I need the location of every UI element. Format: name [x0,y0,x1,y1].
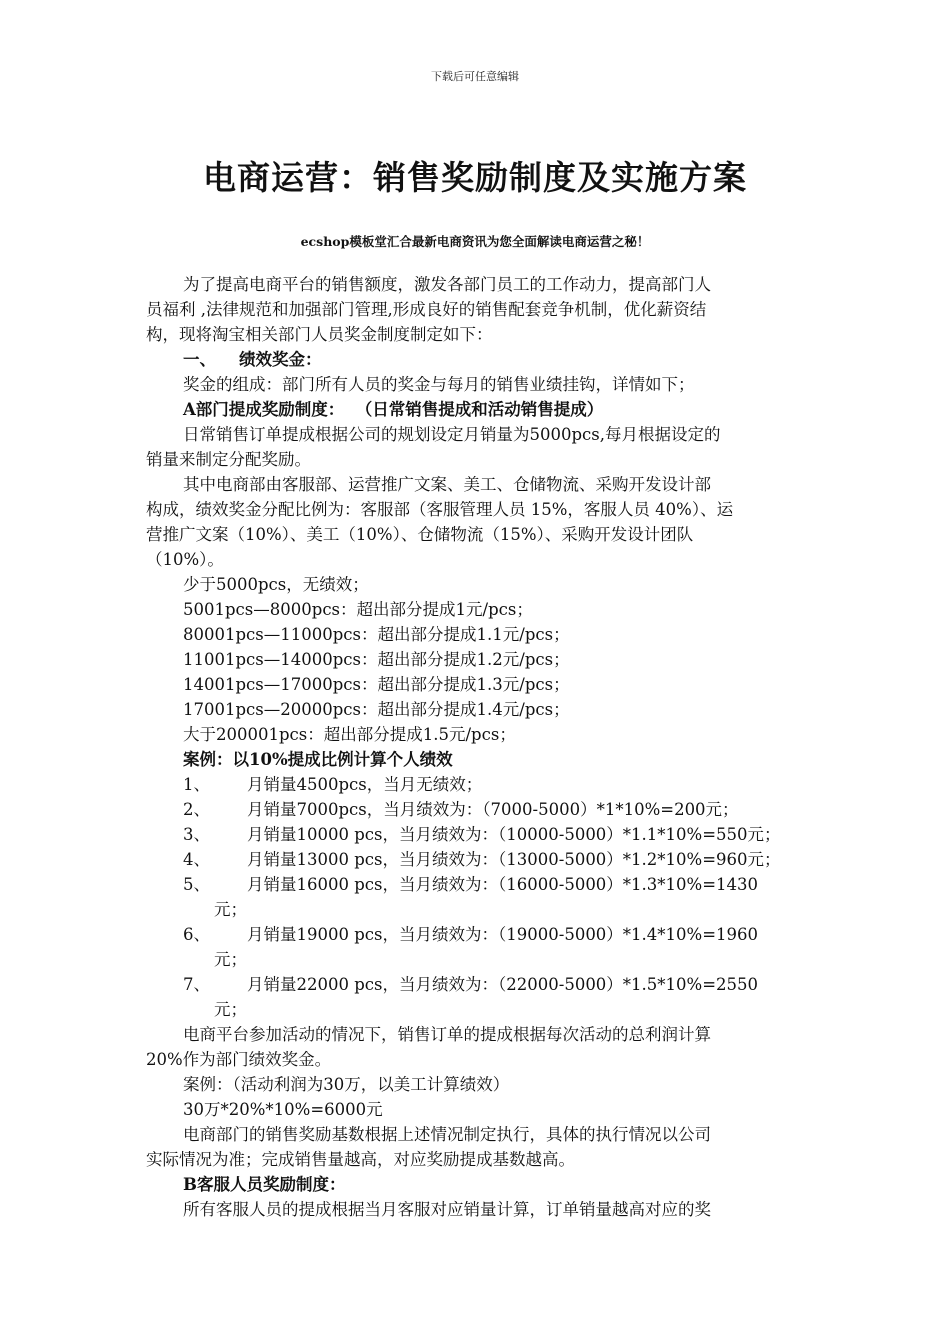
composition-line: 奖金的组成：部门所有人员的奖金与每月的销售业绩挂钩，详情如下； [183,375,695,394]
case-number: 2、 [183,800,210,819]
part-a-paragraph-line: 营推广文案（10%）、美工（10%）、仓储物流（15%）、采购开发设计团队 [146,525,694,544]
case-continuation: 元； [214,950,247,969]
activity-line: 20%作为部门绩效奖金。 [146,1050,332,1069]
tier-line: 大于200001pcs：超出部分提成1.5元/pcs； [183,725,516,744]
activity-line: 电商平台参加活动的情况下，销售订单的提成根据每次活动的总利润计算 [183,1025,711,1044]
case-item [146,972,808,997]
case-number: 1、 [183,775,210,794]
case-item [146,822,808,847]
case-text: 月销量13000 pcs，当月绩效为：（13000-5000）*1.2*10%=960元； [247,850,781,869]
case2-label: 案例：（活动利润为30万，以美工计算绩效） [183,1075,510,1094]
case-number: 5、 [183,875,210,894]
part-a-paragraph-line: 其中电商部由客服部、运营推广文案、美工、仓储物流、采购开发设计部 [183,475,711,494]
case-number: 3、 [183,825,210,844]
case-text: 月销量7000pcs，当月绩效为：（7000-5000）*1*10%=200元； [247,800,739,819]
tier-line: 80001pcs—11000pcs：超出部分提成1.1元/pcs； [183,625,570,644]
intro-line: 员福利 ,法律规范和加强部门管理,形成良好的销售配套竞争机制，优化薪资结 [146,300,707,319]
case-number: 6、 [183,925,210,944]
part-a-paragraph-line: 日常销售订单提成根据公司的规划设定月销量为5000pcs,每月根据设定的 [183,425,721,444]
intro-line: 构，现将淘宝相关部门人员奖金制度制定如下： [146,325,493,344]
case-text: 月销量16000 pcs，当月绩效为：（16000-5000）*1.3*10%=1430 [247,875,759,894]
case-item [146,847,808,872]
document-title: 电商运营：销售奖励制度及实施方案 [203,158,747,197]
tier-line: 17001pcs—20000pcs：超出部分提成1.4元/pcs； [183,700,570,719]
case-item [146,872,808,897]
closing-line: 电商部门的销售奖励基数根据上述情况制定执行，具体的执行情况以公司 [183,1125,711,1144]
closing-line: 实际情况为准；完成销售量越高，对应奖励提成基数越高。 [146,1150,575,1169]
case-item [146,772,808,797]
tier-line: 14001pcs—17000pcs：超出部分提成1.3元/pcs； [183,675,570,694]
case-text: 月销量19000 pcs，当月绩效为：（19000-5000）*1.4*10%=1960 [247,925,759,944]
section-heading-1: 一、 绩效奖金： [183,350,322,369]
case2-calculation: 30万*20%*10%=6000元 [183,1100,383,1119]
part-a-paragraph-line: （10%）。 [146,550,224,569]
part-a-paragraph-line: 构成，绩效奖金分配比例为：客服部（客服管理人员 15%，客服人员 40%）、运 [146,500,734,519]
case-number: 4、 [183,850,210,869]
part-a-paragraph-line: 销量来制定分配奖励。 [146,450,311,469]
tier-line: 少于5000pcs，无绩效； [183,575,369,594]
part-a-heading: A部门提成奖励制度： （日常销售提成和活动销售提成） [183,400,604,419]
case-heading: 案例：以10%提成比例计算个人绩效 [183,750,453,769]
document-body [146,272,808,1222]
intro-line: 为了提高电商平台的销售额度，激发各部门员工的工作动力，提高部门人 [183,275,711,294]
tier-line: 11001pcs—14000pcs：超出部分提成1.2元/pcs； [183,650,570,669]
case-text: 月销量4500pcs，当月无绩效； [247,775,483,794]
case-continuation: 元； [214,900,247,919]
case-item [146,922,808,947]
part-b-heading: B客服人员奖励制度： [183,1175,346,1194]
case-item [146,797,808,822]
document-subtitle: ecshop模板堂汇合最新电商资讯为您全面解读电商运营之秘！ [300,234,650,249]
case-text: 月销量10000 pcs，当月绩效为：（10000-5000）*1.1*10%=550元； [247,825,781,844]
part-b-paragraph-line: 所有客服人员的提成根据当月客服对应销量计算，订单销量越高对应的奖 [183,1200,711,1219]
case-continuation: 元； [214,1000,247,1019]
case-number: 7、 [183,975,210,994]
tier-line: 5001pcs—8000pcs：超出部分提成1元/pcs； [183,600,533,619]
case-text: 月销量22000 pcs，当月绩效为：（22000-5000）*1.5*10%=2550 [247,975,759,994]
page-header-note: 下载后可任意编辑 [431,70,519,83]
